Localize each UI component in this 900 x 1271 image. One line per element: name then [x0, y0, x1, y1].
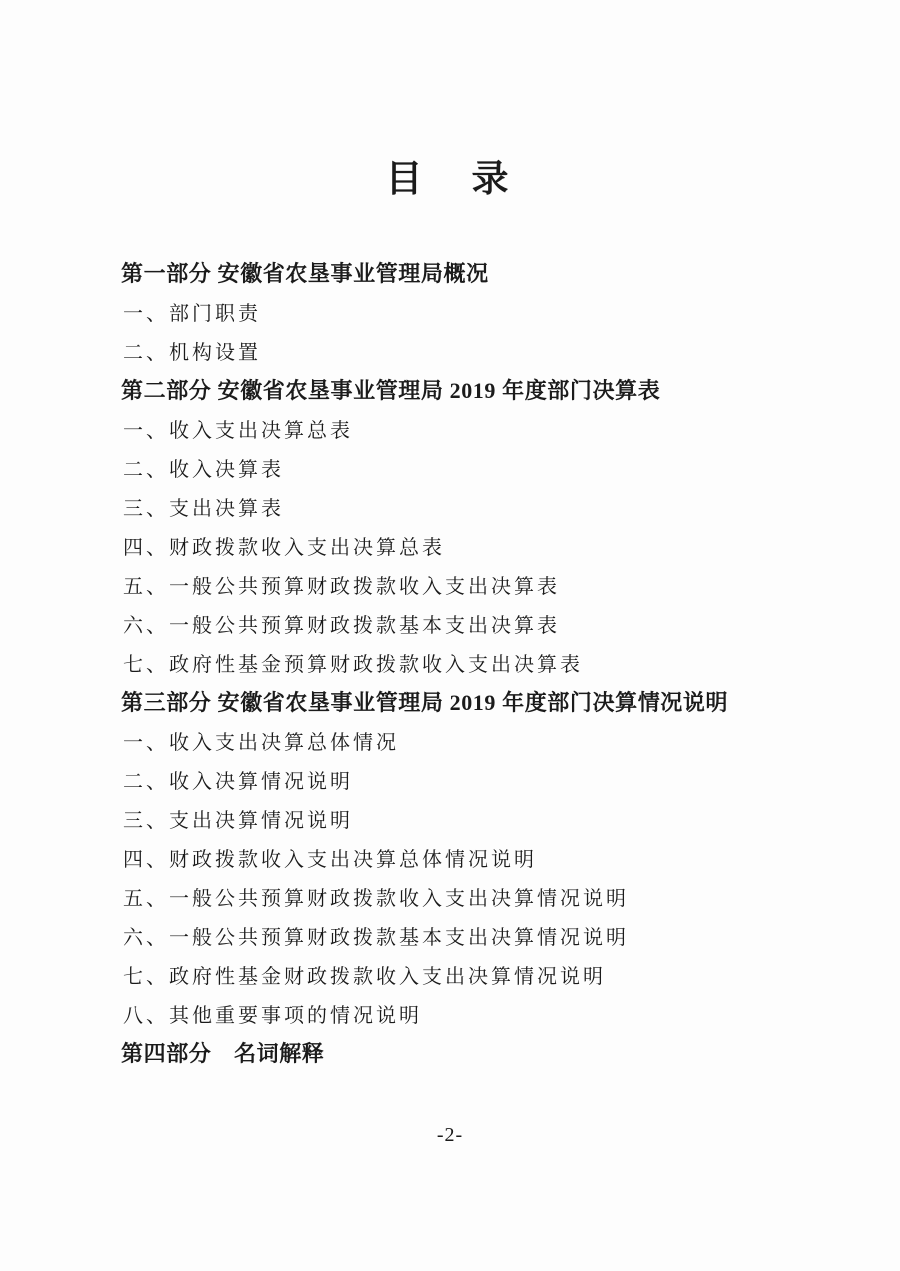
toc-item: 一、收入支出决算总表	[123, 420, 353, 442]
toc-item: 二、机构设置	[123, 342, 261, 364]
toc-item: 一、收入支出决算总体情况	[123, 732, 399, 754]
section-heading-part1: 第一部分 安徽省农垦事业管理局概况	[121, 261, 489, 286]
toc-item: 六、一般公共预算财政拨款基本支出决算情况说明	[123, 927, 629, 949]
toc-item: 六、一般公共预算财政拨款基本支出决算表	[123, 615, 560, 637]
section-heading-part2: 第二部分 安徽省农垦事业管理局 2019 年度部门决算表	[121, 378, 661, 403]
page-number: -2-	[436, 1124, 464, 1146]
toc-item: 二、收入决算情况说明	[123, 771, 353, 793]
toc-item: 四、财政拨款收入支出决算总体情况说明	[123, 849, 537, 871]
toc-item: 五、一般公共预算财政拨款收入支出决算情况说明	[123, 888, 629, 910]
page-title: 目 录	[385, 159, 515, 200]
toc-item: 五、一般公共预算财政拨款收入支出决算表	[123, 576, 560, 598]
toc-item: 七、政府性基金财政拨款收入支出决算情况说明	[123, 966, 606, 988]
toc-item: 一、部门职责	[123, 303, 261, 325]
toc-item: 二、收入决算表	[123, 459, 284, 481]
section-heading-part4: 第四部分 名词解释	[121, 1041, 325, 1066]
table-of-contents	[121, 253, 821, 1072]
toc-item: 七、政府性基金预算财政拨款收入支出决算表	[123, 654, 583, 676]
toc-item: 八、其他重要事项的情况说明	[123, 1005, 422, 1027]
toc-item: 三、支出决算表	[123, 498, 284, 520]
toc-item: 四、财政拨款收入支出决算总表	[123, 537, 445, 559]
section-heading-part3: 第三部分 安徽省农垦事业管理局 2019 年度部门决算情况说明	[121, 690, 729, 715]
toc-item: 三、支出决算情况说明	[123, 810, 353, 832]
